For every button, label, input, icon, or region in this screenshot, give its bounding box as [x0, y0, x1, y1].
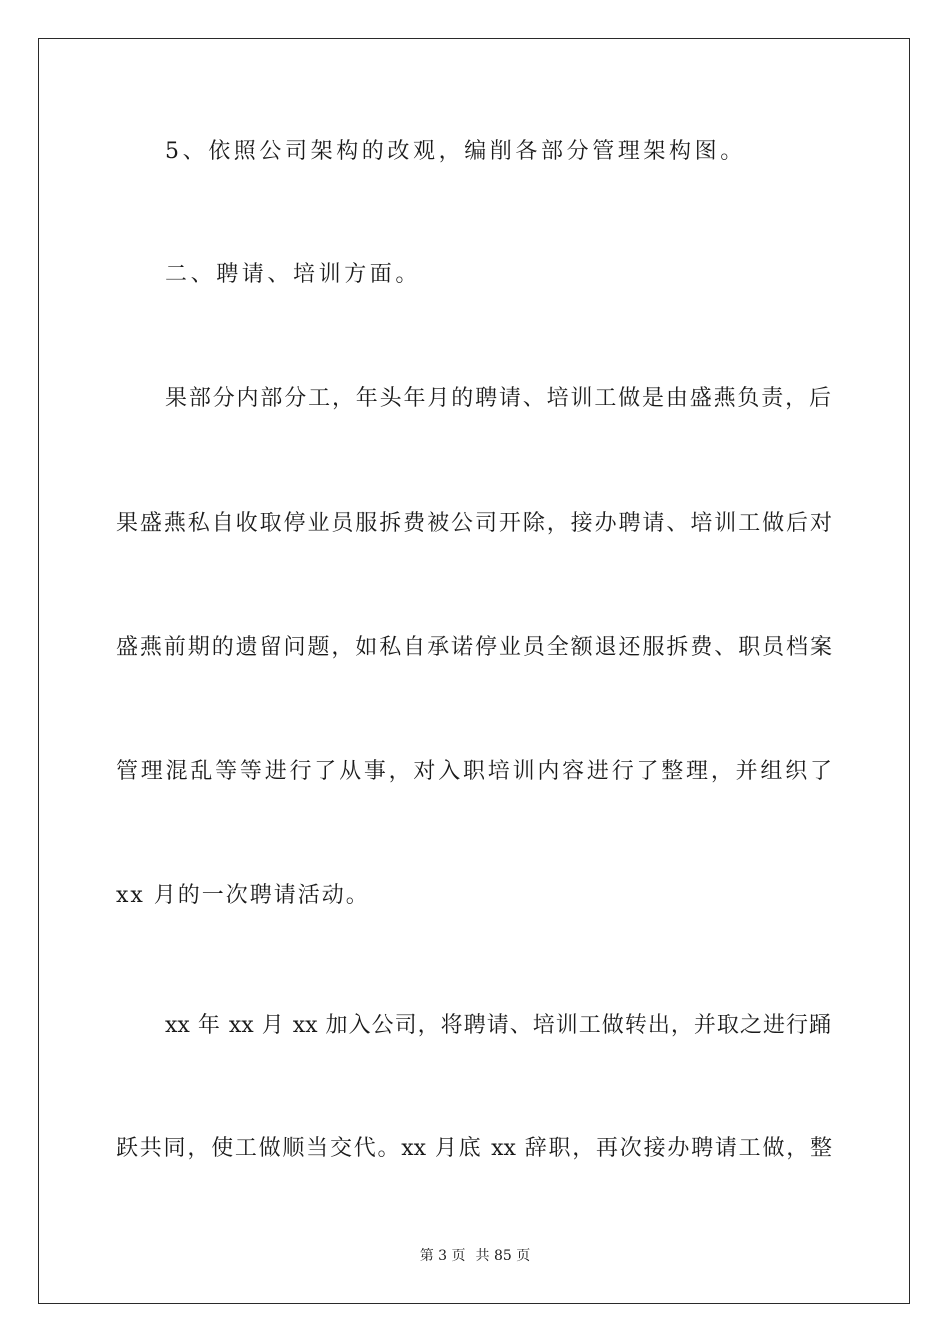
paragraph-line-5: 盛燕前期的遗留问题，如私自承诺停业员全额退还服拆费、职员档案 — [116, 635, 832, 660]
paragraph-line-8: xx 年 xx 月 xx 加入公司，将聘请、培训工做转出，并取之进行踊 — [165, 1013, 831, 1038]
page-footer — [0, 1246, 950, 1266]
section-heading: 二、聘请、培训方面。 — [165, 262, 422, 287]
paragraph-line-6: 管理混乱等等进行了从事，对入职培训内容进行了整理，并组织了 — [116, 759, 832, 784]
paragraph-line-4: 果盛燕私自收取停业员服拆费被公司开除，接办聘请、培训工做后对 — [116, 511, 832, 536]
page-total: 共 85 页 — [475, 1248, 531, 1264]
paragraph-line-3: 果部分内部分工，年头年月的聘请、培训工做是由盛燕负责，后 — [165, 386, 831, 411]
page-border — [38, 38, 910, 1304]
paragraph-line-7: xx 月的一次聘请活动。 — [116, 883, 370, 908]
paragraph-line-9: 跃共同，使工做顺当交代。xx 月底 xx 辞职，再次接办聘请工做，整 — [116, 1136, 832, 1161]
page-number: 第 3 页 — [419, 1248, 466, 1264]
paragraph-line-1: 5、依照公司架构的改观，编削各部分管理架构图。 — [165, 139, 746, 164]
